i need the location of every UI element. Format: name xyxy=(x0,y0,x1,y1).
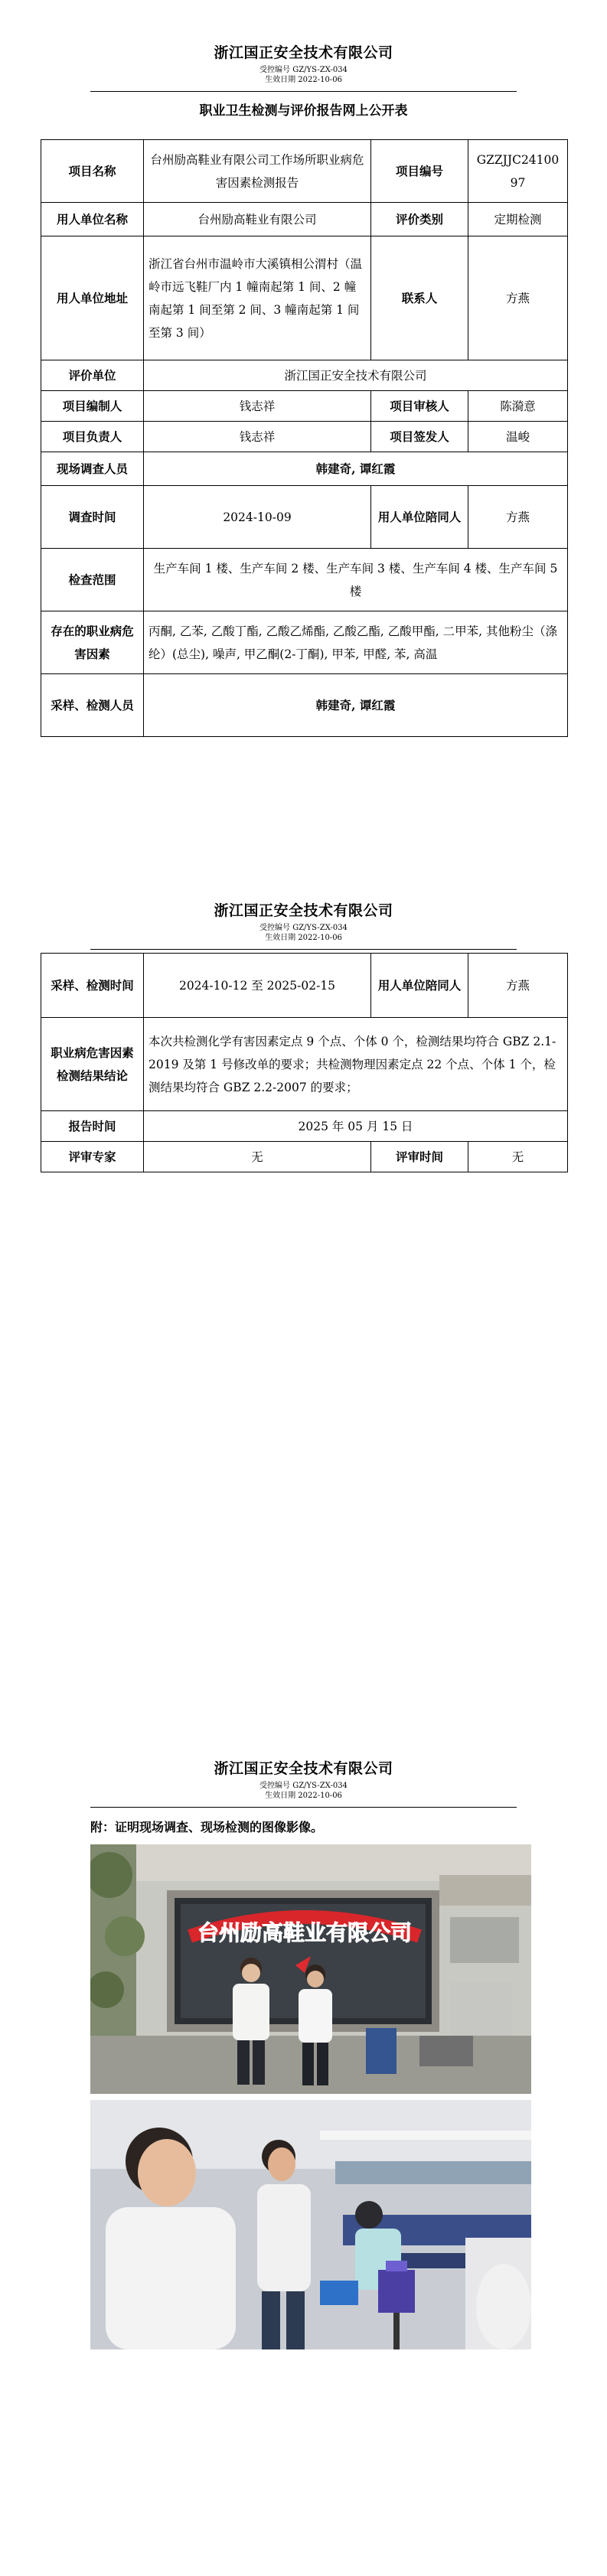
scope-label: 检查范围 xyxy=(41,549,144,611)
project-no-value: GZZJJC2410097 xyxy=(468,140,568,203)
hazards-label: 存在的职业病危害因素 xyxy=(41,611,144,674)
reviewer-label: 项目审核人 xyxy=(371,391,468,422)
table-row xyxy=(41,360,568,391)
sampling-staff-label: 采样、检测人员 xyxy=(41,674,144,737)
sampling-time-value: 2024-10-12 至 2025-02-15 xyxy=(144,954,371,1018)
site-detection-photo xyxy=(90,2100,531,2349)
table-row xyxy=(41,954,568,1018)
table-row xyxy=(41,391,568,422)
effective-date: 生效日期 2022-10-06 xyxy=(265,934,342,942)
report-table-2 xyxy=(41,953,568,1172)
sampling-staff-value: 韩建奇, 谭红霞 xyxy=(144,674,568,737)
companion-label: 用人单位陪同人 xyxy=(371,954,468,1018)
compiler-label: 项目编制人 xyxy=(41,391,144,422)
table-row xyxy=(41,486,568,549)
control-number: 受控编号 GZ/YS-ZX-034 xyxy=(259,1782,348,1790)
eval-type-value: 定期检测 xyxy=(468,203,568,236)
company-name: 浙江国正安全技术有限公司 xyxy=(214,1760,393,1777)
header-rule xyxy=(90,1807,517,1808)
experts-label: 评审专家 xyxy=(41,1142,144,1172)
table-row xyxy=(41,549,568,611)
compiler-value: 钱志祥 xyxy=(144,391,371,422)
header-rule xyxy=(90,91,517,92)
leader-value: 钱志祥 xyxy=(144,422,371,452)
experts-value: 无 xyxy=(144,1142,371,1172)
control-number: 受控编号 GZ/YS-ZX-034 xyxy=(259,66,348,74)
table-row xyxy=(41,452,568,486)
report-time-value: 2025 年 05 月 15 日 xyxy=(144,1111,568,1142)
table-row xyxy=(41,1111,568,1142)
company-name: 浙江国正安全技术有限公司 xyxy=(214,44,393,61)
page-title: 职业卫生检测与评价报告网上公开表 xyxy=(199,103,408,119)
table-row xyxy=(41,422,568,452)
issuer-label: 项目签发人 xyxy=(371,422,468,452)
leader-label: 项目负责人 xyxy=(41,422,144,452)
table-row xyxy=(41,1018,568,1111)
table-row xyxy=(41,140,568,203)
hazards-value: 丙酮, 乙苯, 乙酸丁酯, 乙酸乙烯酯, 乙酸乙酯, 乙酸甲酯, 二甲苯, 其他粉尘（涤纶）(总尘), 噪声, 甲乙酮(2-丁酮), 甲苯, 甲醛, 苯, 高温 xyxy=(144,611,568,674)
project-name-label: 项目名称 xyxy=(41,140,144,203)
page-header xyxy=(0,1757,607,1801)
contact-label: 联系人 xyxy=(371,236,468,360)
header-rule xyxy=(90,949,517,950)
employer-label: 用人单位名称 xyxy=(41,203,144,236)
companion-value: 方燕 xyxy=(468,954,568,1018)
report-time-label: 报告时间 xyxy=(41,1111,144,1142)
eval-unit-label: 评价单位 xyxy=(41,360,144,391)
eval-unit-value: 浙江国正安全技术有限公司 xyxy=(144,360,568,391)
attachment-note: 附：证明现场调查、现场检测的图像影像。 xyxy=(90,1820,324,1834)
table-row xyxy=(41,674,568,737)
effective-date: 生效日期 2022-10-06 xyxy=(265,76,342,84)
page-header xyxy=(0,899,607,943)
page-header xyxy=(0,41,607,85)
reviewer-value: 陈漪意 xyxy=(468,391,568,422)
companion-label: 用人单位陪同人 xyxy=(371,486,468,549)
investigators-value: 韩建奇, 谭红霞 xyxy=(144,452,568,486)
effective-date: 生效日期 2022-10-06 xyxy=(265,1792,342,1800)
survey-time-label: 调查时间 xyxy=(41,486,144,549)
table-row xyxy=(41,611,568,674)
contact-value: 方燕 xyxy=(468,236,568,360)
scope-value: 生产车间 1 楼、生产车间 2 楼、生产车间 3 楼、生产车间 4 楼、生产车间 5 楼 xyxy=(144,549,568,611)
company-name: 浙江国正安全技术有限公司 xyxy=(214,902,393,919)
table-row xyxy=(41,203,568,236)
factory-sign-text: 台州励高鞋业有限公司 xyxy=(197,1920,413,1945)
issuer-value: 温峻 xyxy=(468,422,568,452)
sampling-time-label: 采样、检测时间 xyxy=(41,954,144,1018)
companion-value: 方燕 xyxy=(468,486,568,549)
employer-value: 台州励高鞋业有限公司 xyxy=(144,203,371,236)
conclusion-label: 职业病危害因素检测结果结论 xyxy=(41,1018,144,1111)
control-number: 受控编号 GZ/YS-ZX-034 xyxy=(259,924,348,932)
table-row xyxy=(41,1142,568,1172)
review-time-label: 评审时间 xyxy=(371,1142,468,1172)
investigators-label: 现场调查人员 xyxy=(41,452,144,486)
conclusion-value: 本次共检测化学有害因素定点 9 个点、个体 0 个，检测结果均符合 GBZ 2.1-2019 及第 1 号修改单的要求；共检测物理因素定点 22 个点、个体 1 个，检测结果均符合 GBZ 2.2-2007 的要求； xyxy=(144,1018,568,1111)
table-row xyxy=(41,236,568,360)
survey-time-value: 2024-10-09 xyxy=(144,486,371,549)
address-label: 用人单位地址 xyxy=(41,236,144,360)
project-name-value: 台州励高鞋业有限公司工作场所职业病危害因素检测报告 xyxy=(144,140,371,203)
report-table-1 xyxy=(41,139,568,737)
address-value: 浙江省台州市温岭市大溪镇相公渭村（温岭市远飞鞋厂内 1 幢南起第 1 间、2 幢南起第 1 间至第 2 间、3 幢南起第 1 间至第 3 间） xyxy=(144,236,371,360)
site-survey-photo xyxy=(90,1844,531,2094)
eval-type-label: 评价类别 xyxy=(371,203,468,236)
review-time-value: 无 xyxy=(468,1142,568,1172)
project-no-label: 项目编号 xyxy=(371,140,468,203)
